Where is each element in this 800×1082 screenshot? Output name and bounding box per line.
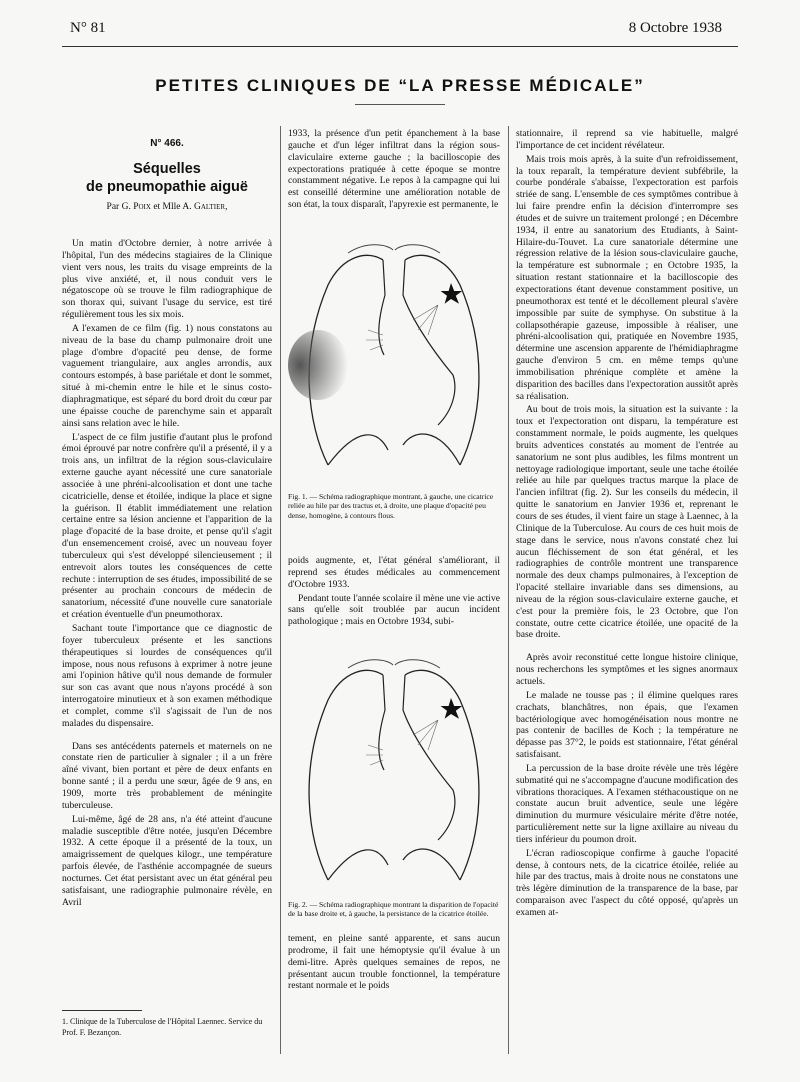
paragraph: La percussion de la base droite révèle une très légère submatité qui ne s'accompagne d'aucune modification des vibrations thoraciques. A l'examen stéthacoustique on ne constate aucun bruit adventice, seule une légère diminution du murmure vésiculaire mérite d'être notée, particulièrement nette sur la ligne axillaire au niveau du tiers inférieur du poumon droit. (516, 762, 738, 845)
article-title (62, 160, 272, 196)
paragraph: Après avoir reconstitué cette longue histoire clinique, nous recherchons les symptômes et les signes anormaux actuels. (516, 652, 738, 687)
paragraph: 1933, la présence d'un petit épanchement à la base gauche et d'un léger infiltrat dans la région sous-claviculaire externe gauche ; la bacilloscopie des expectorations pratiquée à cette époque se montre constamment négative. Le repos à la campagne qui lui est conseillé détermine une amélioration notable de son état, la toux disparaît, l'apyrexie est permanente, le (288, 128, 500, 211)
authors-prefix: Par G. (106, 202, 131, 212)
article-number: N° 466. (150, 138, 184, 149)
figure-1 (288, 225, 500, 487)
title-line: Séquelles (133, 161, 201, 177)
paragraph: L'aspect de ce film justifie d'autant plus le profond émoi éprouvé par notre confrère qu'il a présenté, il y a trois ans, un infiltrat de la région sous-claviculaire externe gauche ayant nécessité une cure sanatoriale associée à une phréni-alcoolisation et dont une tache cicatricielle, dense et étoilée, indique la place et signe la guérison. Il établit immédiatement une relation certaine entre sa lésion ancienne et l'apparition de la plage d'opacité de la base droite, et pense qu'il s'agit d'un ensemencement croisé, avec un nouveau foyer tuberculeux qui s'est développé silencieusement ; il entrevoit alors toutes les conséquences de cette rechute : interruption de ses études, impossibilité de se présenter au prochain concours de médecin de sanatorium, nécessité d'une nouvelle cure sanatoriale et création éventuelle d'un pneumothorax. (62, 431, 272, 621)
column-divider (280, 126, 281, 1054)
figure-1-caption: Fig. 1. — Schéma radiographique montrant, à gauche, une cicatrice reliée au hile par des tractus et, à droite, une plaque d'opacité peu dense, homogène, à contours flous. (288, 492, 494, 520)
column-2-top (288, 128, 500, 213)
authors-suffix: , (225, 202, 228, 212)
paragraph: A l'examen de ce film (fig. 1) nous constatons au niveau de la base du champ pulmonaire droit une plage d'ombre d'opacité peu dense, de forme vaguement triangulaire, aux angles arrondis, aux contours estompés, à base pariétale et dont le sommet, situé à mi-chemin entre le hile et le sinus costo-diaphragmatique, est séparé du bord droit du cœur par une épaisse couche de parenchyme sain et apparaît ainsi sans relation avec le hile. (62, 322, 272, 429)
paragraph: Mais trois mois après, à la suite d'un refroidissement, la toux reparaît, la température devient subfébrile, la courbe pondérale s'abaisse, l'expectoration est parfois striée de sang. L'ensemble de ces symptômes contribue à lui faire prendre enfin la décision d'interrompre ses études et de suivre un traitement prolongé ; en Décembre 1934, il entre au sanatorium des Etudiants, à Saint-Hilaire-du-Touvet. La cure sanatoriale détermine une régression relative de la lésion sous-claviculaire gauche, la température est subnormale ; en Octobre 1935, la situation restant stationnaire et la bacilloscopie des expectorations étant devenue constamment positive, un pneumothorax est tenté et le décollement pleural s'avère impossible par suite de symphyse. On substitue à la collapsothérapie gazeuse, impossible à réaliser, une phréni-alcoolisation qui, pratiquée en Novembre 1935, détermine une ascension apparente de l'hémidiaphragme gauche d'environ 5 cm. en même temps qu'une immobilisation phrénique complète et amène la disparition des bacilles dans l'expectoration aussitôt après sa réalisation. (516, 153, 738, 402)
masthead: PETITES CLINIQUES DE “LA PRESSE MÉDICALE” (155, 76, 645, 95)
paragraph: Le malade ne tousse pas ; il élimine quelques rares crachats, blanchâtres, non épais, que l'examen bactériologique avec homogénéisation nous montre ne pas contenir de bacilles de Koch ; la température ne dépasse pas 37°2, le poids est stationnaire, l'état général satisfaisant. (516, 689, 738, 761)
figure-2 (288, 640, 500, 902)
header-rule (62, 46, 738, 47)
paragraph: stationnaire, il reprend sa vie habituelle, malgré l'importance de cet incident révélateur. (516, 128, 738, 151)
issue-number: N° 81 (70, 20, 106, 36)
authors-mid: et Mlle A. (153, 202, 192, 212)
footnote-rule (62, 1010, 142, 1011)
issue-date: 8 Octobre 1938 (628, 20, 722, 36)
paragraph: L'écran radioscopique confirme à gauche l'opacité dense, à contours nets, de la cicatrice étoilée, reliée au hile par des tractus, mais à droite nous ne constatons une très légère diminution de la transparence de la base, par comparaison avec l'aspect du côté opposé, qu'après un examen at- (516, 847, 738, 918)
title-line: de pneumopathie aiguë (86, 179, 248, 195)
column-1 (62, 238, 272, 910)
paragraph: poids augmente, et, l'état général s'améliorant, il reprend ses études médicales au commencement d'Octobre 1933. (288, 555, 500, 590)
page-header (0, 18, 800, 48)
author-name: Galtier (193, 202, 226, 212)
paragraph: Lui-même, âgé de 28 ans, n'a été atteint d'aucune maladie susceptible d'être notée, jusqu'en Décembre 1932. A cette époque il a présenté de la toux, un amaigrissement de quelques kilogr., une température parfois élevée, de l'asthénie accompagnée de sueurs nocturnes. Cet état persistant avec un état général peu satisfaisant, une radiographie pulmonaire révèle, en Avril (62, 813, 272, 908)
masthead-rule (355, 104, 445, 105)
column-3 (516, 128, 738, 921)
column-divider (508, 126, 509, 1054)
chest-xray-schema-2 (288, 640, 500, 902)
chest-xray-schema-1 (288, 225, 500, 487)
figure-2-caption: Fig. 2. — Schéma radiographique montrant la disparition de l'opacité de la base droite et, à gauche, la persistance de la cicatrice étoilée. (288, 900, 499, 919)
column-2-middle (288, 555, 500, 630)
paragraph: tement, en pleine santé apparente, et sans aucun prodrome, il fait une hémoptysie qu'il évalue à un demi-litre. Après quelques semaines de repos, ne présentant aucun trouble fonctionnel, la température restant normale et le poids (288, 933, 500, 992)
authors (62, 202, 272, 212)
author-name: Poix (133, 202, 151, 212)
paragraph: Dans ses antécédents paternels et maternels on ne constate rien de particulier à signaler ; il a un frère aîné vivant, bien portant et père de deux enfants en bonne santé ; il a perdu une sœur, âgée de 9 ans, en 1909, morte très probablement de méningite tuberculeuse. (62, 740, 272, 811)
footnote: 1. Clinique de la Tuberculose de l'Hôpital Laennec. Service du Prof. F. Bezançon. (62, 1017, 263, 1037)
paragraph: Pendant toute l'année scolaire il mène une vie active sans qu'elle soit troublée par aucun incident pathologique ; mais en Octobre 1934, subi- (288, 592, 500, 628)
paragraph: Un matin d'Octobre dernier, à notre arrivée à l'hôpital, l'un des médecins stagiaires de la Clinique vient vers nous, les traits du visage empreints de la plus vive anxiété, et, il nous conduit vers le négatoscope où se trouve le film radiographique de son thorax qui, suivant l'usage du service, est tiré régulièrement tous les six mois. (62, 238, 272, 321)
paragraph: Sachant toute l'importance que ce diagnostic de foyer tuberculeux présente et les sanctions thérapeutiques si lourdes de conséquences qu'il impose, nous nous refusons à exprimer à notre jeune ami l'opinion hâtive qu'il nous demande de formuler sur son cas avant que nous n'ayons procédé à son interrogatoire minutieux et à son examen méthodique et complet, comme s'il s'agissait de l'un de nos malades du dispensaire. (62, 623, 272, 729)
column-2-bottom (288, 933, 500, 994)
paragraph: Au bout de trois mois, la situation est la suivante : la toux et l'expectoration ont disparu, la température est constamment normale, le poids augmente, les quelques bruits adventices constatés au moment de l'entrée au sanatorium ne sont plus audibles, les films montrent un nettoyage radiologique important, seule une tache étoilée reliée au hile par quelques tractus marque la place de l'ancien infiltrat (fig. 2). Sur les conseils du médecin, il quitte le sanatorium en Janvier 1936 et, reprenant le cours de ses études, il vient faire un stage à Laennec, à la Clinique de la Tuberculose. Au cours de ces huit mois de stage dans le service, nous n'avons constaté chez lui aucun fléchissement de son état général, et les radiographies de contrôle montrent une transparence normale des deux champs pulmonaires, à l'exception de l'opacité stellaire invariable dans ses dimensions, au niveau de la région sous-claviculaire externe gauche, et c'est pour la première fois, le 23 Octobre, que l'on constate, outre cette cicatrice étoilée, une opacité de la base droite. (516, 404, 738, 641)
